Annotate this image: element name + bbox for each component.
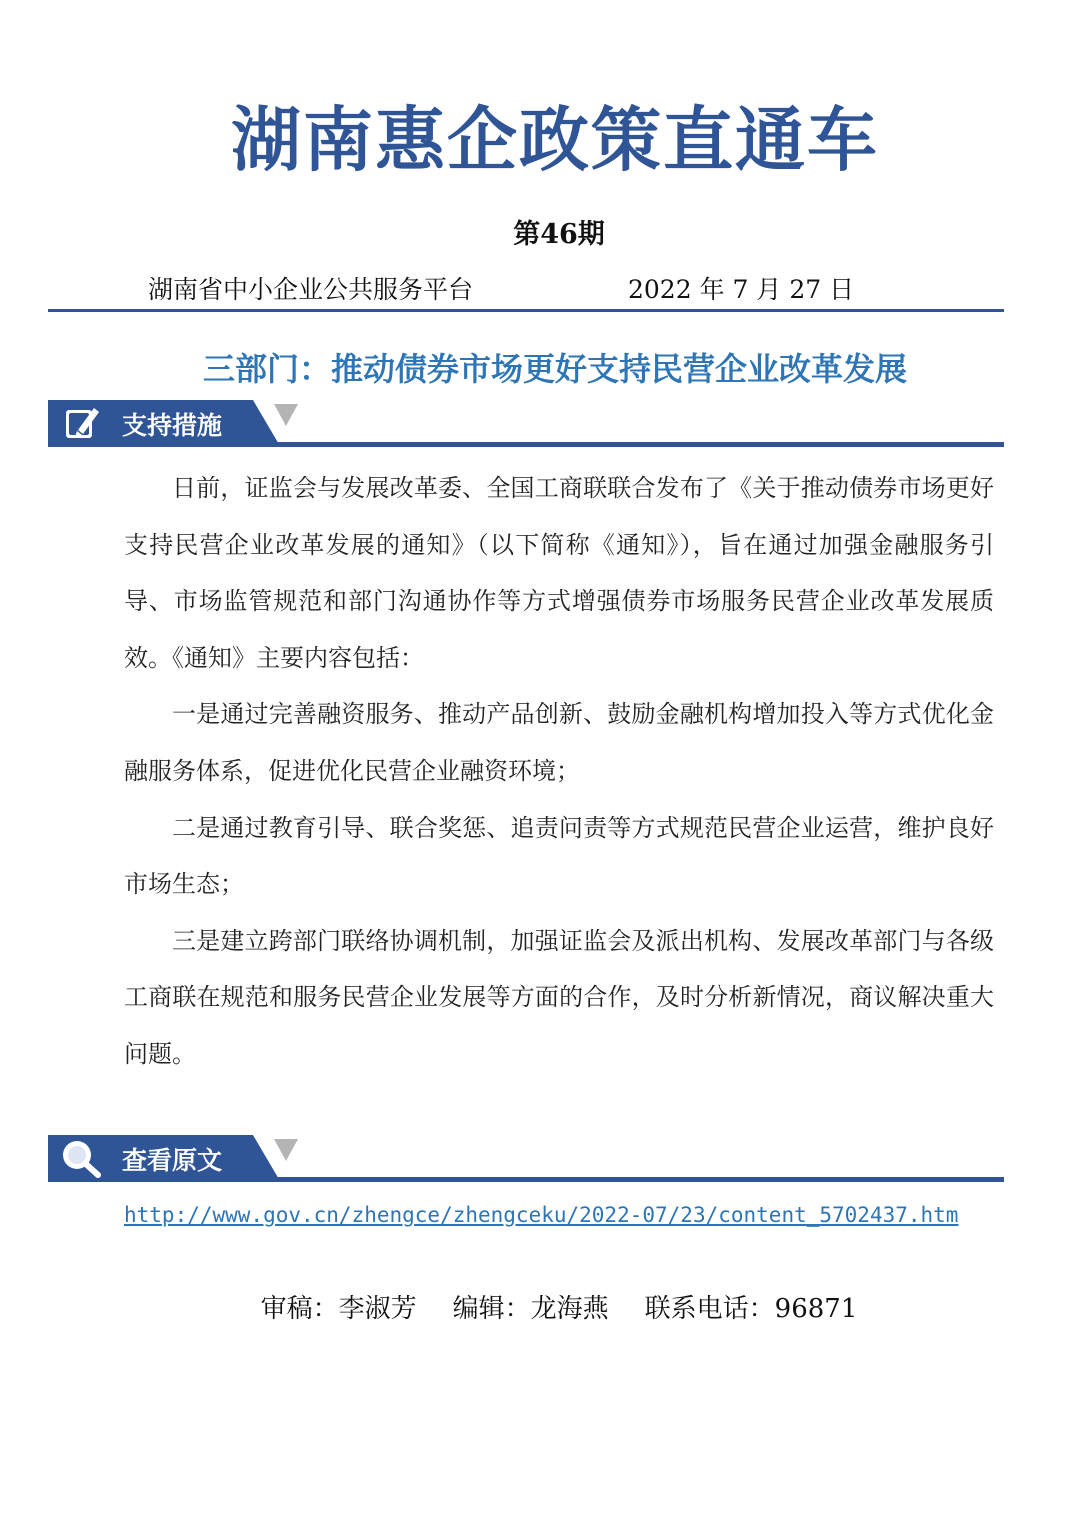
- publisher-name: 湖南省中小企业公共服务平台: [148, 275, 474, 304]
- paragraph: 二是通过教育引导、联合奖惩、追责问责等方式规范民营企业运营，维护良好市场生态；: [124, 813, 994, 899]
- article-body: [124, 460, 994, 1083]
- source-link[interactable]: http://www.gov.cn/zhengce/zhengceku/2022-07/23/content_5702437.htm: [124, 1203, 959, 1227]
- triangle-marker-icon: [274, 1139, 298, 1161]
- magnifier-icon: [58, 1137, 102, 1179]
- section-header-source: [48, 1135, 1004, 1187]
- issue-number: 第46期: [513, 219, 605, 250]
- reviewer-credit: 审稿：李淑芳: [260, 1294, 417, 1324]
- triangle-marker-icon: [274, 404, 298, 426]
- section-label: 支持措施: [122, 411, 223, 440]
- section-rule: [48, 1177, 1004, 1182]
- paragraph: 三是建立跨部门联络协调机制，加强证监会及派出机构、发展改革部门与各级工商联在规范和服务民营企业发展等方面的合作，及时分析新情况，商议解决重大问题。: [124, 926, 994, 1068]
- masthead-title: 湖南惠企政策直通车: [231, 99, 879, 181]
- credits-line: [0, 1288, 1080, 1325]
- section-rule: [48, 442, 1004, 447]
- header-divider: [48, 309, 1004, 312]
- contact-phone: 联系电话：96871: [644, 1294, 858, 1324]
- editor-credit: 编辑：龙海燕: [452, 1294, 609, 1324]
- article-headline: 三部门：推动债券市场更好支持民营企业改革发展: [202, 350, 907, 388]
- section-header-measures: [48, 400, 1004, 452]
- pen-edit-icon: [58, 402, 102, 444]
- section-label: 查看原文: [122, 1146, 223, 1175]
- paragraph: 一是通过完善融资服务、推动产品创新、鼓励金融机构增加投入等方式优化金融服务体系，促进优化民营企业融资环境；: [124, 700, 994, 785]
- paragraph: 日前，证监会与发展改革委、全国工商联联合发布了《关于推动债券市场更好支持民营企业改革发展的通知》（以下简称《通知》），旨在通过加强金融服务引导、市场监管规范和部门沟通协作等方式增强债券市场服务民营企业改革发展质效。《通知》主要内容包括：: [124, 474, 994, 672]
- publish-date: 2022 年 7 月 27 日: [628, 275, 855, 304]
